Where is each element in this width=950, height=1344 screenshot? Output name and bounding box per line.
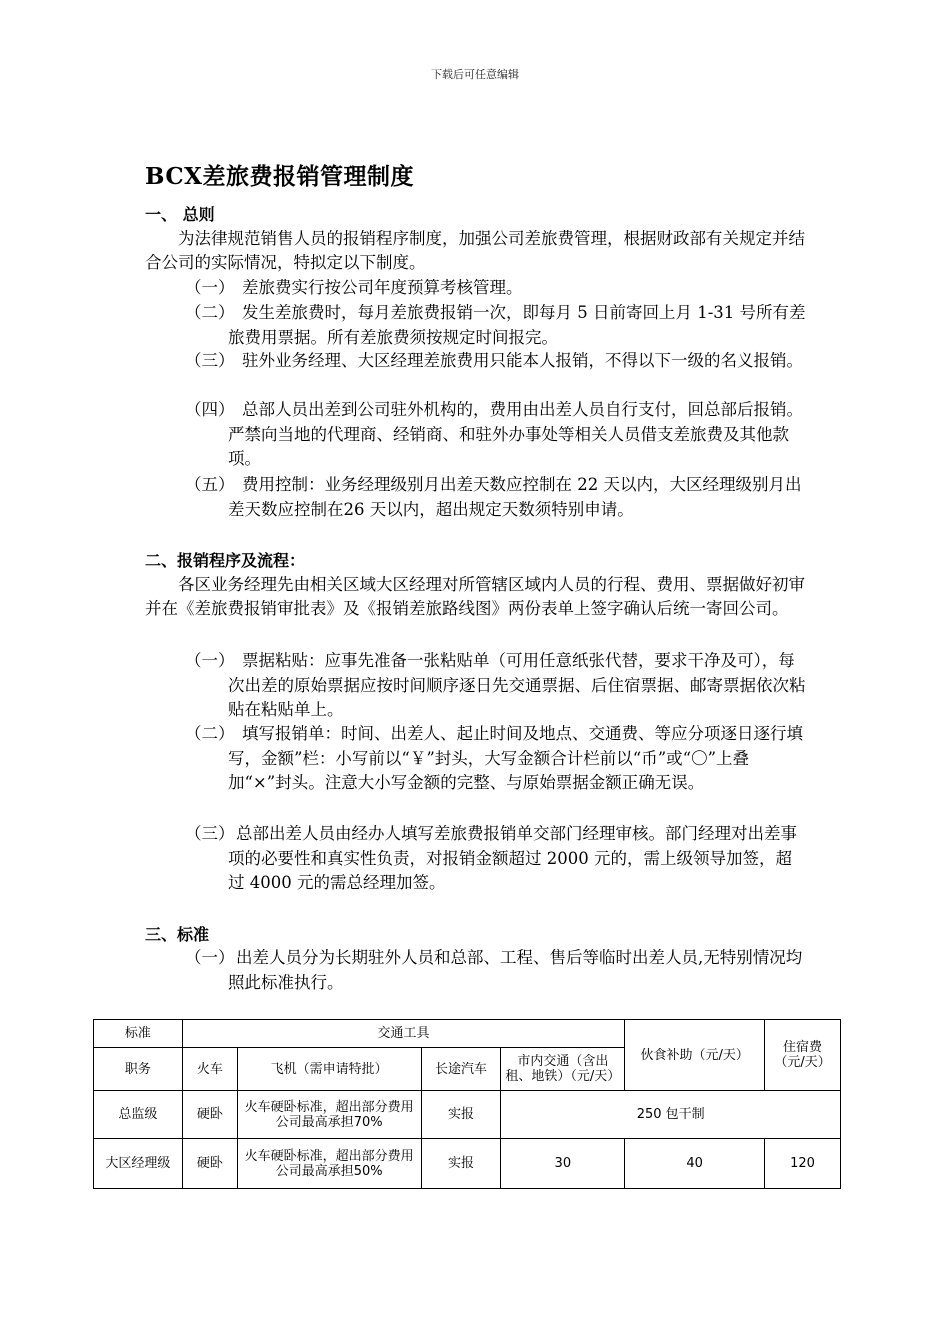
- section-intro: 为法律规范销售人员的报销程序制度，加强公司差旅费管理，根据财政部有关规定并结合公司的实际情况，特拟定以下制度。: [145, 229, 805, 272]
- item-text: 总部人员出差到公司驻外机构的，费用由出差人员自行支付，回总部后报销。严禁向当地的代理商、经销商、和驻外办事处等相关人员借支差旅费及其他款项。: [228, 400, 803, 468]
- list-item: [185, 822, 807, 896]
- cell-meal: 40: [625, 1139, 765, 1189]
- item-text: 差旅费实行按公司年度预算考核管理。: [242, 278, 523, 297]
- item-number: （一）: [185, 651, 235, 670]
- item-text: 费用控制：业务经理级别月出差天数应控制在 22 天以内，大区经理级别月出差天数应控制在26 天以内，超出规定天数须特别申请。: [228, 475, 802, 519]
- item-number: （二）: [185, 303, 235, 322]
- item-text: 驻外业务经理、大区经理差旅费用只能本人报销，不得以下一级的名义报销。: [242, 351, 803, 370]
- header-position: 职务: [94, 1048, 183, 1091]
- cell-lodging: 120: [765, 1139, 841, 1189]
- cell-city-transport: 30: [501, 1139, 625, 1189]
- list-item: [185, 398, 807, 472]
- table-row: [94, 1139, 841, 1189]
- cell-position: 总监级: [94, 1091, 183, 1139]
- list-item: [185, 349, 807, 374]
- header-city-transport: 市内交通（含出租、地铁）（元/天）: [501, 1048, 625, 1091]
- cell-plane: 火车硬卧标准，超出部分费用公司最高承担70%: [237, 1091, 421, 1139]
- list-item: [185, 649, 807, 723]
- list-item: [185, 722, 807, 796]
- item-number: （二）: [185, 724, 235, 743]
- item-number: （四）: [185, 400, 235, 419]
- cell-train: 硬卧: [182, 1139, 237, 1189]
- item-text: 发生差旅费时，每月差旅费报销一次，即每月 5 日前寄回上月 1-31 号所有差旅费用票据。所有差旅费须按规定时间报完。: [228, 303, 806, 347]
- cell-plane: 火车硬卧标准，超出部分费用公司最高承担50%: [237, 1139, 421, 1189]
- cell-bus: 实报: [421, 1091, 501, 1139]
- item-number: （三）: [185, 824, 235, 843]
- header-plane: 飞机（需申请特批）: [237, 1048, 421, 1091]
- table-header-row: [94, 1020, 841, 1048]
- header-transport: 交通工具: [182, 1020, 624, 1048]
- item-text: 出差人员分为长期驻外人员和总部、工程、售后等临时出差人员,无特别情况均照此标准执行。: [228, 948, 803, 992]
- item-text: 填写报销单：时间、出差人、起止时间及地点、交通费、等应分项逐日逐行填写，金额”栏：小写前以“￥”封头，大写金额合计栏前以“币”或“〇”上叠加“×”封头。注意大小写金额的完整、与原始票据金额正确无误。: [228, 724, 803, 792]
- table-row: [94, 1091, 841, 1139]
- header-lodging: 住宿费（元/天）: [765, 1020, 841, 1091]
- page-header: 下载后可任意编辑: [431, 68, 519, 81]
- item-number: （三）: [185, 351, 235, 370]
- list-item: [185, 473, 807, 522]
- item-number: （一）: [185, 278, 235, 297]
- list-item: [185, 301, 807, 350]
- item-number: （一）: [185, 948, 235, 967]
- travel-standard-table: [93, 1019, 841, 1189]
- section-heading-standard: 三、标准: [145, 925, 210, 944]
- section-heading-procedure: 二、报销程序及流程：: [145, 551, 306, 570]
- list-item: [185, 276, 807, 301]
- section-intro: 各区业务经理先由相关区域大区经理对所管辖区域内人员的行程、费用、票据做好初审并在《差旅费报销审批表》及《报销差旅路线图》两份表单上签字确认后统一寄回公司。: [145, 575, 805, 618]
- item-text: 票据粘贴：应事先准备一张粘贴单（可用任意纸张代替，要求干净及可），每次出差的原始票据应按时间顺序逐日先交通票据、后住宿票据、邮寄票据依次粘贴在粘贴单上。: [228, 651, 806, 719]
- header-standard: 标准: [94, 1020, 183, 1048]
- list-item: [185, 946, 807, 995]
- cell-train: 硬卧: [182, 1091, 237, 1139]
- item-text: 总部出差人员由经办人填写差旅费报销单交部门经理审核。部门经理对出差事项的必要性和真实性负责，对报销金额超过 2000 元的，需上级领导加签，超过 4000 元的需总经理加签。: [228, 824, 797, 892]
- document-title: BCX差旅费报销管理制度: [145, 163, 415, 190]
- section-heading-general: 一、 总则: [145, 205, 215, 224]
- cell-bus: 实报: [421, 1139, 501, 1189]
- header-meal-allowance: 伙食补助（元/天）: [625, 1020, 765, 1091]
- cell-position: 大区经理级: [94, 1139, 183, 1189]
- cell-merged-allowance: 250 包干制: [501, 1091, 841, 1139]
- header-train: 火车: [182, 1048, 237, 1091]
- header-bus: 长途汽车: [421, 1048, 501, 1091]
- item-number: （五）: [185, 475, 235, 494]
